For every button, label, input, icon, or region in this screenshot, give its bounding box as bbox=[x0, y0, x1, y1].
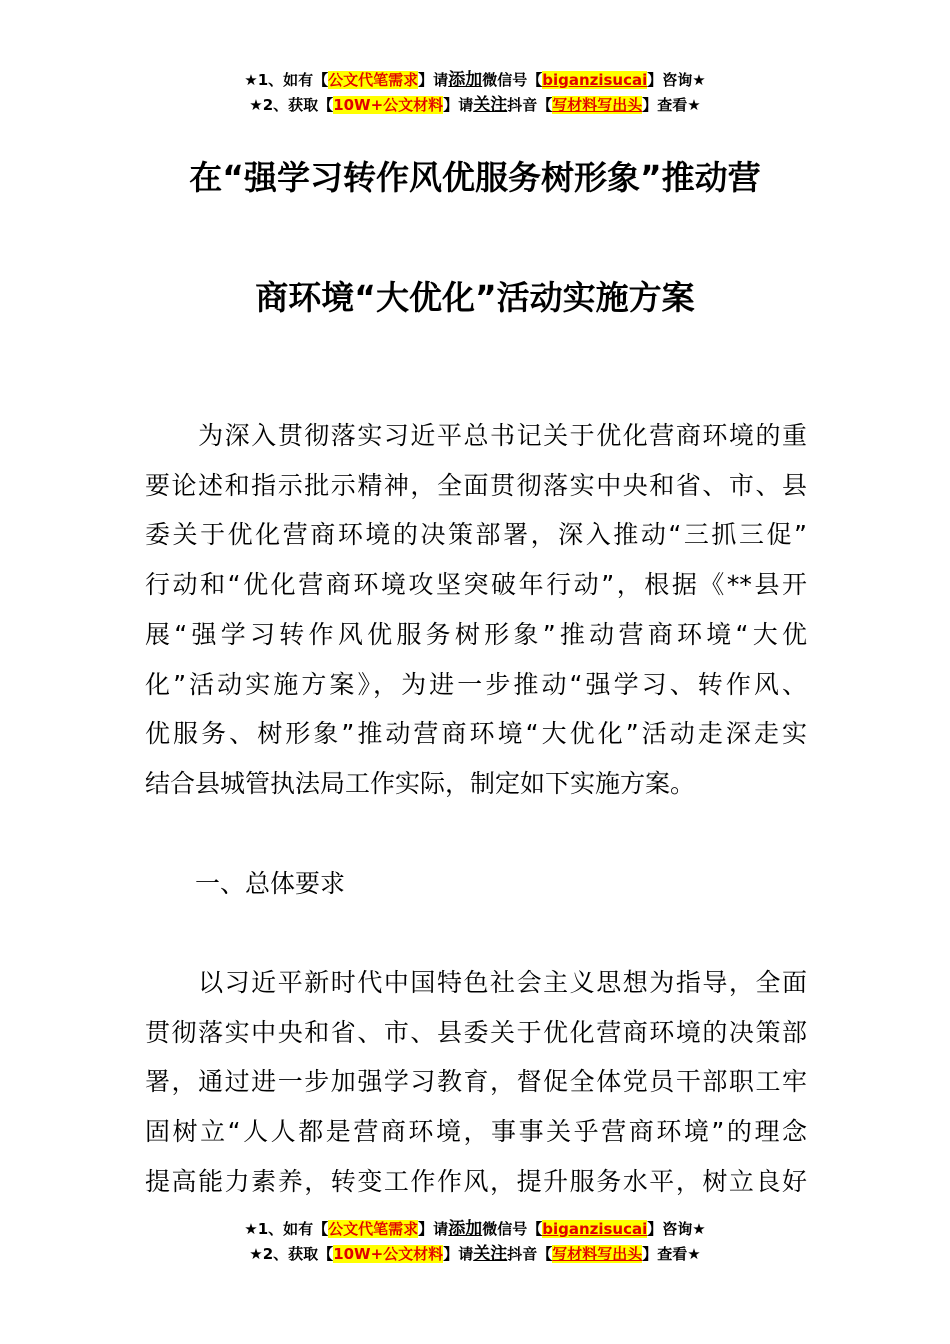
banner-line-1: ★1、如有【公文代笔需求】请添加微信号【biganzisucai】咨询★ bbox=[244, 70, 706, 90]
banner-line-2: ★2、获取【10W+公文材料】请关注抖音【写材料写出头】查看★ bbox=[249, 1244, 701, 1264]
text-line: 委关于优化营商环境的决策部署，深入推动“三抓三促” bbox=[145, 520, 807, 550]
text-line: 结合县城管执法局工作实际，制定如下实施方案。 bbox=[145, 768, 696, 798]
text-line: 提高能力素养，转变工作作风，提升服务水平，树立良好 bbox=[145, 1166, 807, 1196]
banner-line-2: ★2、获取【10W+公文材料】请关注抖音【写材料写出头】查看★ bbox=[249, 95, 701, 115]
text-line: 要论述和指示批示精神，全面贯彻落实中央和省、市、县 bbox=[145, 470, 807, 500]
section-heading: 一、总体要求 bbox=[195, 869, 346, 898]
text-line: 展“强学习转作风优服务树形象”推动营商环境“大优 bbox=[145, 619, 807, 649]
text-line: 以习近平新时代中国特色社会主义思想为指导，全面 bbox=[145, 968, 807, 997]
bottom-banner bbox=[0, 1217, 950, 1267]
text-line: 为深入贯彻落实习近平总书记关于优化营商环境的重 bbox=[145, 421, 807, 450]
document-title-line-2: 商环境“大优化”活动实施方案 bbox=[255, 278, 695, 317]
document-title-line-1: 在“强学习转作风优服务树形象”推动营 bbox=[189, 158, 761, 197]
banner-line-1: ★1、如有【公文代笔需求】请添加微信号【biganzisucai】咨询★ bbox=[244, 1219, 706, 1239]
text-line: 署，通过进一步加强学习教育，督促全体党员干部职工牢 bbox=[145, 1067, 807, 1097]
text-line: 优服务、树形象”推动营商环境“大优化”活动走深走实 bbox=[145, 719, 807, 749]
top-banner bbox=[0, 68, 950, 118]
text-line: 行动和“优化营商环境攻坚突破年行动”，根据《**县开 bbox=[145, 570, 807, 600]
text-line: 化”活动实施方案》，为进一步推动“强学习、转作风、 bbox=[145, 669, 807, 699]
text-line: 固树立“人人都是营商环境，事事关乎营商环境”的理念 bbox=[145, 1117, 807, 1147]
text-line: 贯彻落实中央和省、市、县委关于优化营商环境的决策部 bbox=[145, 1017, 807, 1047]
